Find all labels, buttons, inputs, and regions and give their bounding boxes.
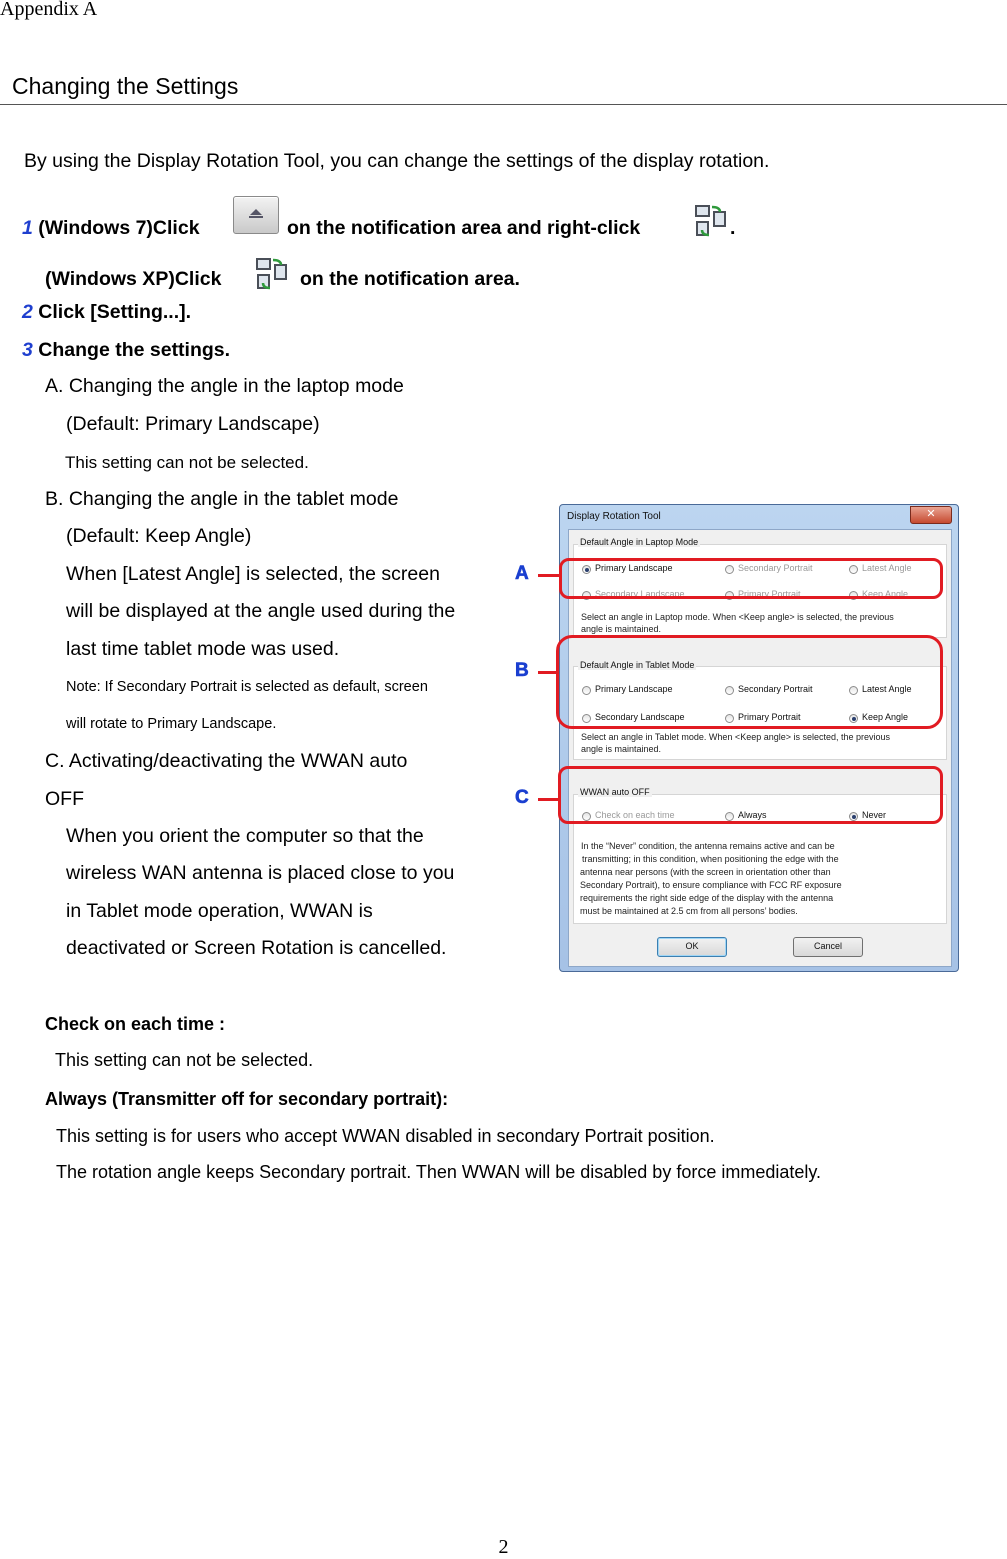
laptop-secondary-portrait-label: Secondary Portrait [738, 563, 813, 573]
step-2-text: Click [Setting...]. [38, 301, 192, 323]
step-1-line [22, 217, 200, 240]
step-1-xp-text-a: (Windows XP)Click [45, 268, 222, 290]
laptop-secondary-landscape-label: Secondary Landscape [595, 589, 685, 599]
always-title: Always (Transmitter off for secondary portrait): [45, 1089, 449, 1109]
sub-a-default: (Default: Primary Landscape) [66, 413, 320, 435]
step-3-line [22, 339, 230, 362]
sub-b-title: B. Changing the angle in the tablet mode [45, 488, 399, 510]
callout-a-box [559, 558, 943, 599]
step-1-text-c: . [730, 217, 736, 239]
dialog-close-button[interactable]: ✕ [910, 506, 952, 524]
check-each-time-desc: This setting can not be selected. [55, 1050, 314, 1070]
always-desc-2: The rotation angle keeps Secondary portrait. Then WWAN will be disabled by force immediately. [56, 1162, 822, 1182]
tablet-latest-angle-label: Latest Angle [862, 684, 912, 694]
wwan-note-1: In the “Never” condition, the antenna remains active and can be [581, 841, 835, 851]
intro-text: By using the Display Rotation Tool, you can change the settings of the display rotation. [24, 150, 770, 172]
step-1-text-b: on the notification area and right-click [287, 217, 641, 239]
sub-c-line-3: in Tablet mode operation, WWAN is [66, 900, 373, 922]
section-title: Changing the Settings [12, 73, 239, 99]
ok-button[interactable]: OK [657, 937, 727, 957]
sub-c-line-1: When you orient the computer so that the [66, 825, 424, 847]
wwan-check-each-time-label: Check on each time [595, 810, 675, 820]
laptop-note-1: Select an angle in Laptop mode. When <Keep angle> is selected, the previous [581, 612, 894, 622]
wwan-note-3: antenna near persons (with the screen in orientation other than [580, 867, 831, 877]
callout-c-box [558, 766, 943, 824]
wwan-note-6: must be maintained at 2.5 cm from all persons’ bodies. [580, 906, 798, 916]
tablet-keep-angle-label: Keep Angle [862, 712, 909, 722]
tablet-mode-legend: Default Angle in Tablet Mode [580, 660, 695, 670]
callout-a-letter: A [515, 563, 529, 584]
sub-b-line-2: will be displayed at the angle used during the [66, 600, 456, 622]
callout-b-leader [538, 671, 558, 674]
step-1-number: 1 [22, 217, 33, 239]
laptop-latest-angle-label: Latest Angle [862, 563, 912, 573]
sub-c-line-2: wireless WAN antenna is placed close to you [66, 862, 455, 884]
wwan-note-2: transmitting; in this condition, when positioning the edge with the [582, 854, 839, 864]
callout-c-leader [538, 798, 560, 801]
laptop-note-2: angle is maintained. [581, 624, 662, 634]
sub-a-title: A. Changing the angle in the laptop mode [45, 375, 404, 397]
step-2-line [22, 301, 191, 324]
laptop-primary-portrait-label: Primary Portrait [738, 589, 801, 599]
always-desc-1: This setting is for users who accept WWAN disabled in secondary Portrait position. [56, 1126, 715, 1146]
sub-b-line-1: When [Latest Angle] is selected, the screen [66, 563, 440, 585]
tablet-note-2: angle is maintained. [581, 744, 662, 754]
step-2-number: 2 [22, 301, 33, 323]
laptop-mode-legend: Default Angle in Laptop Mode [580, 537, 699, 547]
step-3-number: 3 [22, 339, 33, 361]
laptop-primary-landscape-label: Primary Landscape [595, 563, 673, 573]
wwan-legend: WWAN auto OFF [580, 787, 650, 797]
display-rotation-xp-icon [254, 256, 290, 292]
wwan-note-5: requirements the right side edge of the display with the antenna [580, 893, 834, 903]
callout-b-letter: B [515, 660, 529, 681]
sub-b-note-1: Note: If Secondary Portrait is selected as default, screen [66, 679, 428, 695]
laptop-keep-angle-label: Keep Angle [862, 589, 909, 599]
sub-b-default: (Default: Keep Angle) [66, 525, 252, 547]
tablet-note-1: Select an angle in Tablet mode. When <Keep angle> is selected, the previous [581, 732, 891, 742]
display-rotation-icon [693, 203, 729, 239]
sub-b-line-3: last time tablet mode was used. [66, 638, 340, 660]
page-number: 2 [498, 1536, 509, 1558]
sub-c-title-2: OFF [45, 788, 84, 810]
dialog-title: Display Rotation Tool [567, 511, 661, 522]
sub-b-note-2: will rotate to Primary Landscape. [66, 716, 277, 732]
step-3-text: Change the settings. [38, 339, 231, 361]
wwan-always-label: Always [738, 810, 767, 820]
callout-b-box [556, 635, 943, 729]
callout-a-leader [538, 574, 560, 577]
step-1-xp-text-b: on the notification area. [300, 268, 520, 290]
sub-c-line-4: deactivated or Screen Rotation is cancelled. [66, 937, 447, 959]
show-hidden-icons-icon [233, 196, 279, 234]
title-divider [0, 104, 1007, 105]
sub-a-note: This setting can not be selected. [65, 453, 309, 472]
appendix-label: Appendix A [0, 0, 98, 20]
tablet-secondary-portrait-label: Secondary Portrait [738, 684, 813, 694]
callout-c-letter: C [515, 787, 529, 808]
tablet-primary-landscape-label: Primary Landscape [595, 684, 673, 694]
cancel-button[interactable]: Cancel [793, 937, 863, 957]
sub-c-title-1: C. Activating/deactivating the WWAN auto [45, 750, 408, 772]
tablet-primary-portrait-label: Primary Portrait [738, 712, 801, 722]
check-each-time-title: Check on each time : [45, 1014, 226, 1034]
wwan-never-label: Never [862, 810, 887, 820]
wwan-note-4: Secondary Portrait), to ensure compliance with FCC RF exposure [580, 880, 842, 890]
step-1-text-a: (Windows 7)Click [38, 217, 200, 239]
tablet-secondary-landscape-label: Secondary Landscape [595, 712, 685, 722]
